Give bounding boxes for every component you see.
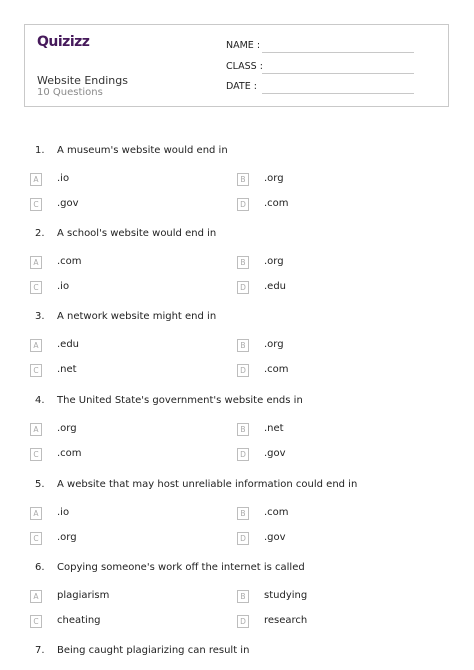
option-c-text: cheating [57,615,101,626]
name-line[interactable] [262,52,414,53]
option-a-text: .org [57,423,77,434]
question-number: 1. [35,145,45,156]
option-a-checkbox[interactable]: A [30,339,42,352]
option-b-text: studying [264,590,308,601]
option-a-text: .edu [57,339,80,350]
option-d-checkbox[interactable]: D [237,364,249,377]
option-c-checkbox[interactable]: C [30,615,42,628]
question-text: A school's website would end in [57,228,217,239]
option-a-text: plagiarism [57,590,110,601]
option-d-text: .gov [264,532,286,543]
question-text: A network website might end in [57,311,217,322]
option-a-text: .io [57,173,70,184]
option-c-checkbox[interactable]: C [30,448,42,461]
option-b-checkbox[interactable]: B [237,256,249,269]
question-text: Copying someone's work off the internet is called [57,562,305,573]
option-b-text: .org [264,339,284,350]
date-label: DATE : [226,81,257,92]
option-b-text: .net [264,423,284,434]
date-line[interactable] [262,93,414,94]
option-b-checkbox[interactable]: B [237,339,249,352]
option-c-checkbox[interactable]: C [30,532,42,545]
option-a-checkbox[interactable]: A [30,256,42,269]
class-label: CLASS : [226,61,263,72]
class-line[interactable] [262,73,414,74]
worksheet-question-count: 10 Questions [37,87,103,98]
option-b-checkbox[interactable]: B [237,423,249,436]
quizizz-logo: Quizizz [37,34,90,50]
option-c-text: .io [57,281,70,292]
option-d-checkbox[interactable]: D [237,448,249,461]
question-text: A website that may host unreliable information could end in [57,479,358,490]
option-a-checkbox[interactable]: A [30,423,42,436]
option-d-text: .gov [264,448,286,459]
option-b-text: .org [264,173,284,184]
option-d-text: .com [264,198,289,209]
option-c-checkbox[interactable]: C [30,364,42,377]
option-d-text: .edu [264,281,287,292]
option-a-checkbox[interactable]: A [30,173,42,186]
option-d-text: research [264,615,308,626]
question-text: A museum's website would end in [57,145,228,156]
name-label: NAME : [226,40,261,51]
option-b-checkbox[interactable]: B [237,173,249,186]
option-d-checkbox[interactable]: D [237,281,249,294]
option-b-text: .com [264,507,289,518]
option-c-text: .gov [57,198,79,209]
option-c-text: .net [57,364,77,375]
option-c-checkbox[interactable]: C [30,198,42,211]
question-text: The United State's government's website ends in [57,395,303,406]
option-b-text: .org [264,256,284,267]
question-number: 3. [35,311,45,322]
option-c-checkbox[interactable]: C [30,281,42,294]
option-d-checkbox[interactable]: D [237,615,249,628]
question-number: 2. [35,228,45,239]
option-a-text: .io [57,507,70,518]
option-c-text: .org [57,532,77,543]
option-d-checkbox[interactable]: D [237,198,249,211]
question-number: 5. [35,479,45,490]
question-number: 7. [35,645,45,656]
option-b-checkbox[interactable]: B [237,507,249,520]
question-number: 4. [35,395,45,406]
question-number: 6. [35,562,45,573]
option-b-checkbox[interactable]: B [237,590,249,603]
option-c-text: .com [57,448,82,459]
option-d-checkbox[interactable]: D [237,532,249,545]
option-a-checkbox[interactable]: A [30,507,42,520]
question-text: Being caught plagiarizing can result in [57,645,250,656]
option-d-text: .com [264,364,289,375]
option-a-text: .com [57,256,82,267]
worksheet-title: Website Endings [37,74,128,87]
option-a-checkbox[interactable]: A [30,590,42,603]
